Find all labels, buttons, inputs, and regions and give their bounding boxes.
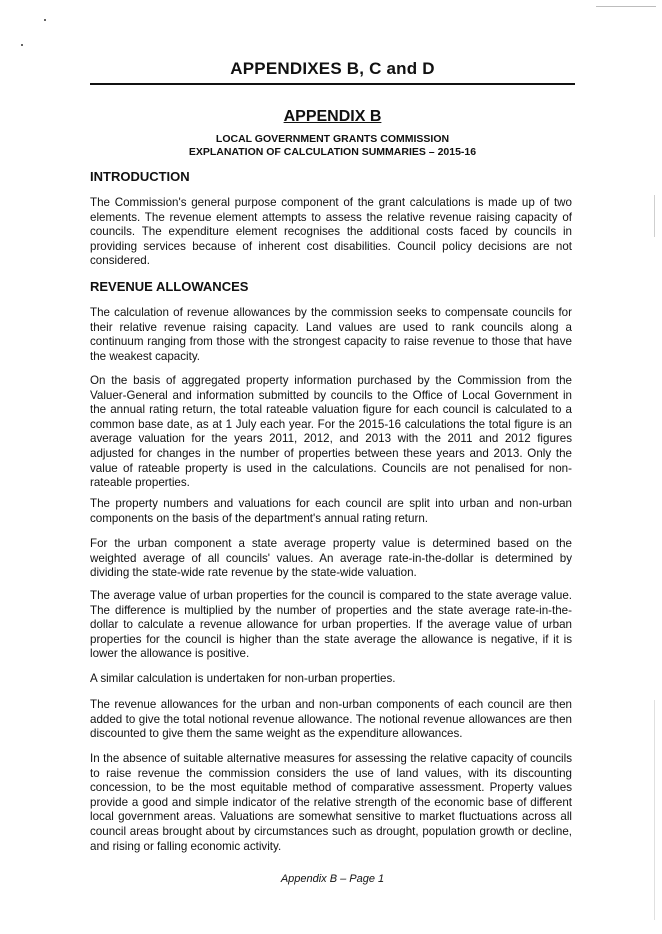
scan-artifact-line bbox=[654, 700, 655, 920]
header-title: APPENDIXES B, C and D bbox=[230, 59, 435, 78]
paragraph: On the basis of aggregated property information purchased by the Commission from the Valuer-General and information submitted by councils to the Office of Local Government in the annual rating return, the total rateable valuation figure for each council is calculated to a common base date, as at 1 July each year. For the 2015-16 calculations the total figure is an average valuation for the years 2011, 2012, and 2013 with the 2011 and 2012 figures adjusted for changes in the number of properties between these years and 2013. Only the value of rateable property is used in the calculations. Councils are not penalised for non-rateable properties. bbox=[90, 374, 572, 490]
paragraph: The average value of urban properties for the council is compared to the state average value. The difference is multiplied by the number of properties and the state average rate-in-the-dollar to calculate a revenue allowance for urban properties. If the average value of urban properties for the council is higher than the state average the allowance is negative, if it is lower the allowance is positive. bbox=[90, 589, 572, 661]
header-rule bbox=[90, 83, 575, 85]
paragraph: For the urban component a state average property value is determined based on the weighted average of all councils' values. An average rate-in-the-dollar is determined by dividing the state-wide rate revenue by the state-wide valuation. bbox=[90, 537, 572, 580]
paragraph: The Commission's general purpose component of the grant calculations is made up of two elements. The revenue element attempts to assess the relative revenue raising capacity of councils. The expenditure element recognises the additional costs faced by councils in providing services because of inherent cost disabilities. Council policy decisions are not considered. bbox=[90, 196, 572, 268]
subtitle-line-1: LOCAL GOVERNMENT GRANTS COMMISSION bbox=[215, 133, 450, 145]
section-heading-introduction: INTRODUCTION bbox=[90, 169, 190, 184]
paragraph: The revenue allowances for the urban and non-urban components of each council are then added to give the total notional revenue allowance. The notional revenue allowances are then discounted to give them the same weight as the expenditure allowances. bbox=[90, 698, 572, 741]
paragraph: In the absence of suitable alternative measures for assessing the relative capacity of councils to raise revenue the commission considers the use of land values, with its discounting concession, to be the most equitable method of comparative assessment. Property values provide a good and simple indicator of the relative strength of the economic base of different local government areas. Valuations are somewhat sensitive to market fluctuations across all council areas brought about by circumstances such as drought, population growth or decline, and rising or falling economic activity. bbox=[90, 752, 572, 853]
paragraph: The property numbers and valuations for each council are split into urban and non-urban components on the basis of the department's annual rating return. bbox=[90, 497, 572, 525]
section-heading-revenue-allowances: REVENUE ALLOWANCES bbox=[90, 279, 249, 294]
appendix-title: APPENDIX B bbox=[283, 108, 382, 125]
scan-speck bbox=[21, 44, 23, 46]
scan-artifact-line bbox=[596, 6, 656, 7]
paragraph: The calculation of revenue allowances by the commission seeks to compensate councils for their relative revenue raising capacity. Land values are used to rank councils along a continuum ranging from those with the strongest capacity to raise revenue to those that have the weakest capacity. bbox=[90, 306, 572, 363]
subtitle-line-2: EXPLANATION OF CALCULATION SUMMARIES – 2015-16 bbox=[188, 146, 477, 158]
scan-artifact-line bbox=[654, 195, 655, 237]
paragraph: A similar calculation is undertaken for non-urban properties. bbox=[90, 672, 396, 685]
page-footer: Appendix B – Page 1 bbox=[280, 873, 385, 885]
scan-speck bbox=[44, 19, 46, 21]
